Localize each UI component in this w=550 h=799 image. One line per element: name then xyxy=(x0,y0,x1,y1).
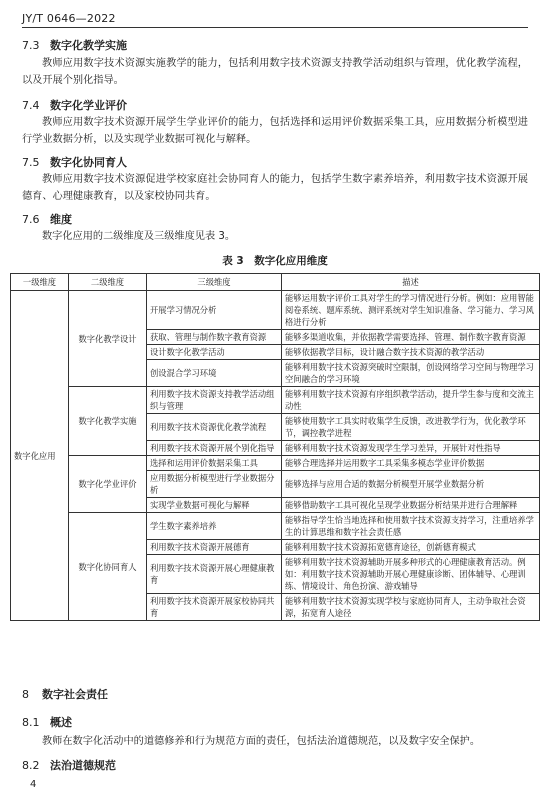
level3-cell: 利用数字技术资源开展德育 xyxy=(147,540,282,555)
level2-cell: 数字化协同育人 xyxy=(69,513,147,621)
section-8-2-heading: 8.2 法治道德规范 xyxy=(22,759,116,772)
header-level3: 三级维度 xyxy=(147,274,282,291)
page-number: 4 xyxy=(30,779,37,790)
section-7-4-paragraph: 教师应用数字技术资源开展学生学业评价的能力，包括选择和运用评价数据采集工具，应用数据分析模型进行学业数据分析，以及实现学业数据可视化与解释。 xyxy=(22,117,528,145)
description-cell: 能够利用数字技术资源辅助开展多种形式的心理健康教育活动。例如：利用数字技术资源辅助开展心理健康诊断、团体辅导、心理训练、情境设计、角色扮演、游戏辅导 xyxy=(282,555,540,594)
level3-cell: 选择和运用评价数据采集工具 xyxy=(147,456,282,471)
description-cell: 能够利用数字技术资源实现学校与家庭协同育人，主动争取社会资源，拓宽育人途径 xyxy=(282,594,540,621)
level2-cell: 数字化教学设计 xyxy=(69,291,147,387)
description-cell: 能够利用数字技术资源发现学生学习差异，开展针对性指导 xyxy=(282,441,540,456)
level3-cell: 应用数据分析模型进行学业数据分析 xyxy=(147,471,282,498)
description-cell: 能够借助数字工具可视化呈现学业数据分析结果并进行合理解释 xyxy=(282,498,540,513)
description-cell: 能够合理选择并运用数字工具采集多模态学业评价数据 xyxy=(282,456,540,471)
level3-cell: 创设混合学习环境 xyxy=(147,360,282,387)
section-7-6-heading: 7.6 维度 xyxy=(22,213,72,226)
description-cell: 能够利用数字技术资源有序组织教学活动，提升学生参与度和交流主动性 xyxy=(282,387,540,414)
level3-cell: 学生数字素养培养 xyxy=(147,513,282,540)
section-7-6-paragraph: 数字化应用的二级维度及三级维度见表 3。 xyxy=(42,231,236,242)
section-8-heading: 8 数字社会责任 xyxy=(22,688,108,701)
description-cell: 能够指导学生恰当地选择和使用数字技术资源支持学习，注重培养学生的计算思维和数字社会责任感 xyxy=(282,513,540,540)
level3-cell: 利用数字技术资源优化教学流程 xyxy=(147,414,282,441)
section-7-5-heading: 7.5 数字化协同育人 xyxy=(22,156,127,169)
table-caption: 表 3 数字化应用维度 xyxy=(222,255,328,267)
section-8-1-paragraph: 教师在数字化活动中的道德修养和行为规范方面的责任，包括法治道德规范，以及数字安全保护。 xyxy=(42,736,481,747)
level3-cell: 实现学业数据可视化与解释 xyxy=(147,498,282,513)
section-7-5-paragraph: 教师应用数字技术资源促进学校家庭社会协同育人的能力，包括学生数字素养培养，利用数字技术资源开展德育、心理健康教育，以及家校协同共育。 xyxy=(22,174,528,202)
description-cell: 能够选择与应用合适的数据分析模型开展学业数据分析 xyxy=(282,471,540,498)
level2-cell: 数字化学业评价 xyxy=(69,456,147,513)
description-cell: 能够多渠道收集，并依据教学需要选择、管理、制作数字教育资源 xyxy=(282,330,540,345)
level2-cell: 数字化教学实施 xyxy=(69,387,147,456)
dimension-table xyxy=(10,273,540,621)
level3-cell: 利用数字技术资源开展个别化指导 xyxy=(147,441,282,456)
description-cell: 能够依据教学目标，设计融合数字技术资源的教学活动 xyxy=(282,345,540,360)
section-7-3-paragraph: 教师应用数字技术资源实施教学的能力，包括利用数字技术资源支持教学活动组织与管理，优化教学流程，以及开展个别化指导。 xyxy=(22,58,528,86)
level3-cell: 设计数字化教学活动 xyxy=(147,345,282,360)
table-row xyxy=(11,387,540,414)
section-7-4-heading: 7.4 数字化学业评价 xyxy=(22,99,127,112)
description-cell: 能够利用数字技术资源突破时空限制，创设网络学习空间与物理学习空间融合的学习环境 xyxy=(282,360,540,387)
table-row xyxy=(11,291,540,330)
table-header-row xyxy=(11,274,540,291)
header-level1: 一级维度 xyxy=(11,274,69,291)
level3-cell: 利用数字技术资源支持教学活动组织与管理 xyxy=(147,387,282,414)
table-row xyxy=(11,513,540,540)
table-row xyxy=(11,456,540,471)
header-level2: 二级维度 xyxy=(69,274,147,291)
description-cell: 能够使用数字工具实时收集学生反馈，改进教学行为，优化教学环节，调控教学进程 xyxy=(282,414,540,441)
level1-cell: 数字化应用 xyxy=(11,291,69,621)
level3-cell: 利用数字技术资源开展家校协同共育 xyxy=(147,594,282,621)
document-header: JY/T 0646—2022 xyxy=(22,12,116,25)
description-cell: 能够运用数字评价工具对学生的学习情况进行分析。例如：应用智能阅卷系统、题库系统、测评系统对学生知识准备、学习能力、学习风格进行分析 xyxy=(282,291,540,330)
header-description: 描述 xyxy=(282,274,540,291)
level3-cell: 利用数字技术资源开展心理健康教育 xyxy=(147,555,282,594)
level3-cell: 获取、管理与制作数字教育资源 xyxy=(147,330,282,345)
header-rule xyxy=(22,27,528,28)
section-7-3-heading: 7.3 数字化教学实施 xyxy=(22,39,127,52)
description-cell: 能够利用数字技术资源拓宽德育途径，创新德育模式 xyxy=(282,540,540,555)
level3-cell: 开展学习情况分析 xyxy=(147,291,282,330)
section-8-1-heading: 8.1 概述 xyxy=(22,716,72,729)
